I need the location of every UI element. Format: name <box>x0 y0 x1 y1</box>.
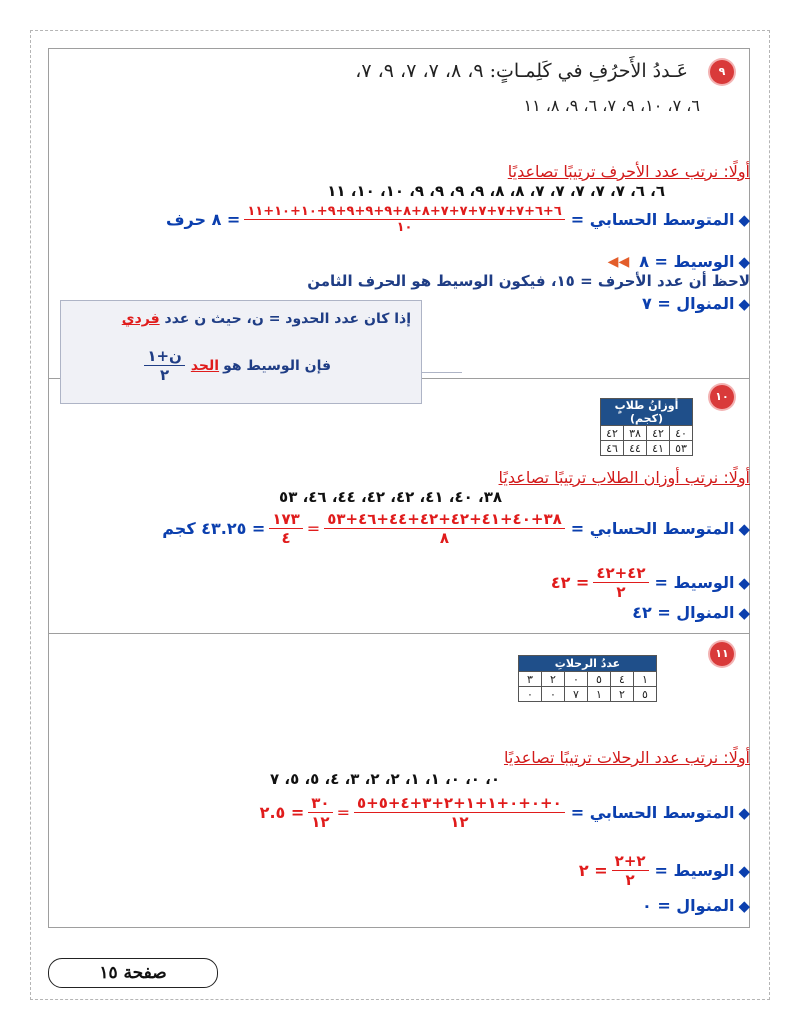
fraction-denominator: ٢ <box>625 871 635 889</box>
diamond-bullet-icon: ◆ <box>738 861 750 880</box>
sorted-sequence: ٣٨، ٤٠، ٤١، ٤٢، ٤٢، ٤٤، ٤٦، ٥٣ <box>279 488 502 506</box>
median-label: الوسيط = <box>654 861 735 880</box>
table-cell: ٤٢ <box>601 426 624 441</box>
mean-row <box>166 204 750 235</box>
fraction-numerator: ن+١ <box>144 347 185 366</box>
fraction-numerator: ٣٨+٤٠+٤١+٤٢+٤٢+٤٤+٤٦+٥٣ <box>324 510 565 529</box>
step-heading: أولًا: نرتب أوزان الطلاب ترتيبًا تصاعديًا <box>498 468 750 487</box>
median-note: لاحظ أن عدد الأحرف = ١٥، فيكون الوسيط هو الحرف الثامن <box>307 272 750 290</box>
tip-highlight: الحد <box>190 357 220 374</box>
table-cell: ٥ <box>588 672 611 687</box>
weights-table <box>600 398 693 456</box>
tip-line-1 <box>122 311 411 327</box>
fraction-numerator: ١٧٣ <box>269 510 302 529</box>
diamond-bullet-icon: ◆ <box>738 603 750 622</box>
mean-row: ◆ المتوسط الحسابي = $\frac{٣٨+٤٠+٤١+٤٢+٤٢+٤٤+٤٦+٥٣}{٨}$ = $\frac{١٧٣}{٤}$ = ٤٣.٢٥ كجم <box>162 510 750 547</box>
fraction-denominator: ١٢ <box>450 813 469 831</box>
table-cell: ١ <box>634 672 657 687</box>
fraction-denominator: ٢ <box>616 583 626 601</box>
median-fraction <box>612 852 649 889</box>
table-cell: ٧ <box>565 687 588 702</box>
table-row <box>519 687 657 702</box>
diamond-bullet-icon: ◆ <box>738 252 750 271</box>
mean-fraction <box>354 794 565 831</box>
table-cell: ٤٦ <box>601 441 624 456</box>
table-cell: ٤١ <box>647 441 670 456</box>
fraction-numerator: ٦+٦+٧+٧+٧+٧+٧+٨+٨+٩+٩+٩+٩+١٠+١٠+١١ <box>244 204 564 220</box>
mean-fraction-simplified <box>269 510 302 547</box>
table-cell: ٤ <box>611 672 634 687</box>
double-arrow-icon: ◀◀ <box>607 253 630 270</box>
mean-result: = ٢.٥ <box>259 803 305 822</box>
tip-fraction <box>144 347 185 384</box>
fraction-denominator: ١٢ <box>311 813 330 831</box>
diamond-bullet-icon: ◆ <box>738 519 750 538</box>
table-row <box>519 672 657 687</box>
tip-text: فإن الوسيط هو <box>223 357 331 374</box>
tip-text: إذا كان عدد الحدود = ن، حيث ن عدد <box>164 311 411 327</box>
table-cell: ٥ <box>634 687 657 702</box>
table-cell: ٣٨ <box>624 426 647 441</box>
table-cell: ٢ <box>611 687 634 702</box>
mode-label: المنوال = ٧ <box>641 294 735 313</box>
mean-result: = ٨ حرف <box>165 210 241 229</box>
fraction-numerator: ٠+٠+٠+١+١+٢+٣+٤+٥+٥ <box>354 794 565 813</box>
median-fraction <box>593 564 648 601</box>
table-cell: ٠ <box>542 687 565 702</box>
tip-line-2 <box>144 347 331 384</box>
table-cell: ٤٢ <box>647 426 670 441</box>
mode-row <box>642 294 750 313</box>
question-title: عَـددُ الأَحرُفِ في كَلِمـاتٍ: ٩، ٨، ٧، ٧، ٩، ٧، <box>355 60 688 82</box>
mean-label: المتوسط الحسابي = <box>570 803 735 822</box>
mean-fraction <box>324 510 565 547</box>
fraction-denominator: ٨ <box>439 529 450 547</box>
question-subtitle: ٦، ٧، ١٠، ٩، ٧، ٦، ٩، ٨، ١١ <box>523 96 700 115</box>
table-cell: ٠ <box>519 687 542 702</box>
mean-fraction-simplified <box>308 794 332 831</box>
mode-label: المنوال = ٠ <box>641 896 735 915</box>
table-row <box>601 441 693 456</box>
median-row <box>608 252 750 271</box>
median-label: الوسيط = ٨ <box>639 252 735 271</box>
median-label: الوسيط = <box>654 573 735 592</box>
mean-label: المتوسط الحسابي = <box>570 519 735 538</box>
tip-box <box>60 300 422 404</box>
median-row <box>579 852 750 889</box>
mean-result: = ٤٣.٢٥ كجم <box>162 519 266 538</box>
table-cell: ٤٤ <box>624 441 647 456</box>
diamond-bullet-icon: ◆ <box>738 896 750 915</box>
fraction-denominator: ١٠ <box>396 220 413 235</box>
sorted-sequence: ٠، ٠، ٠، ١، ١، ٢، ٢، ٣، ٤، ٥، ٥، ٧ <box>269 770 500 788</box>
diamond-bullet-icon: ◆ <box>738 210 750 229</box>
question-number-badge: ٩ <box>710 60 734 84</box>
question-number-badge: ١٠ <box>710 385 734 409</box>
diamond-bullet-icon: ◆ <box>738 294 750 313</box>
page-number-label: صفحة ١٥ <box>48 958 218 988</box>
table-cell: ١ <box>588 687 611 702</box>
mode-label: المنوال = ٤٢ <box>632 603 735 622</box>
table-cell: ٣ <box>519 672 542 687</box>
mean-row: ◆ المتوسط الحسابي = $\frac{٠+٠+٠+١+١+٢+٣+٤+٥+٥}{١٢}$ = $\frac{٣٠}{١٢}$ = ٢.٥ <box>259 794 750 831</box>
step-heading: أولًا: نرتب عدد الرحلات ترتيبًا تصاعديًا <box>503 748 750 767</box>
table-cell: ٢ <box>542 672 565 687</box>
fraction-numerator: ٣٠ <box>308 794 332 813</box>
diamond-bullet-icon: ◆ <box>738 573 750 592</box>
mode-row <box>632 603 750 622</box>
fraction-denominator: ٤ <box>281 529 291 547</box>
table-title: أوزانُ طلابٍ (كجم) <box>601 399 693 426</box>
table-cell: ٠ <box>565 672 588 687</box>
tip-connector-line <box>422 372 462 373</box>
diamond-bullet-icon: ◆ <box>738 803 750 822</box>
step-heading: أولًا: نرتب عدد الأحرف ترتيبًا تصاعديًا <box>507 162 750 181</box>
table-title: عددُ الرحلاتِ <box>519 656 657 672</box>
median-result: = ٢ <box>578 861 608 880</box>
trips-table <box>518 655 657 702</box>
sorted-sequence: ٦، ٦، ٧، ٧، ٧، ٧، ٧، ٨، ٨، ٩، ٩، ٩، ٩، ١٠، ١٠، ١١ <box>327 182 665 200</box>
mode-row <box>642 896 750 915</box>
mean-fraction <box>244 204 564 235</box>
table-cell: ٤٠ <box>670 426 693 441</box>
table-cell: ٥٣ <box>670 441 693 456</box>
fraction-denominator: ٢ <box>160 366 170 384</box>
fraction-numerator: ٤٢+٤٢ <box>593 564 648 583</box>
fraction-numerator: ٢+٢ <box>612 852 649 871</box>
median-row <box>551 564 750 601</box>
tip-highlight: فردي <box>121 311 160 327</box>
question-number-badge: ١١ <box>710 642 734 666</box>
mean-label: المتوسط الحسابي = <box>570 210 735 229</box>
section-divider <box>48 633 750 634</box>
table-row <box>601 426 693 441</box>
median-result: = ٤٢ <box>550 573 590 592</box>
